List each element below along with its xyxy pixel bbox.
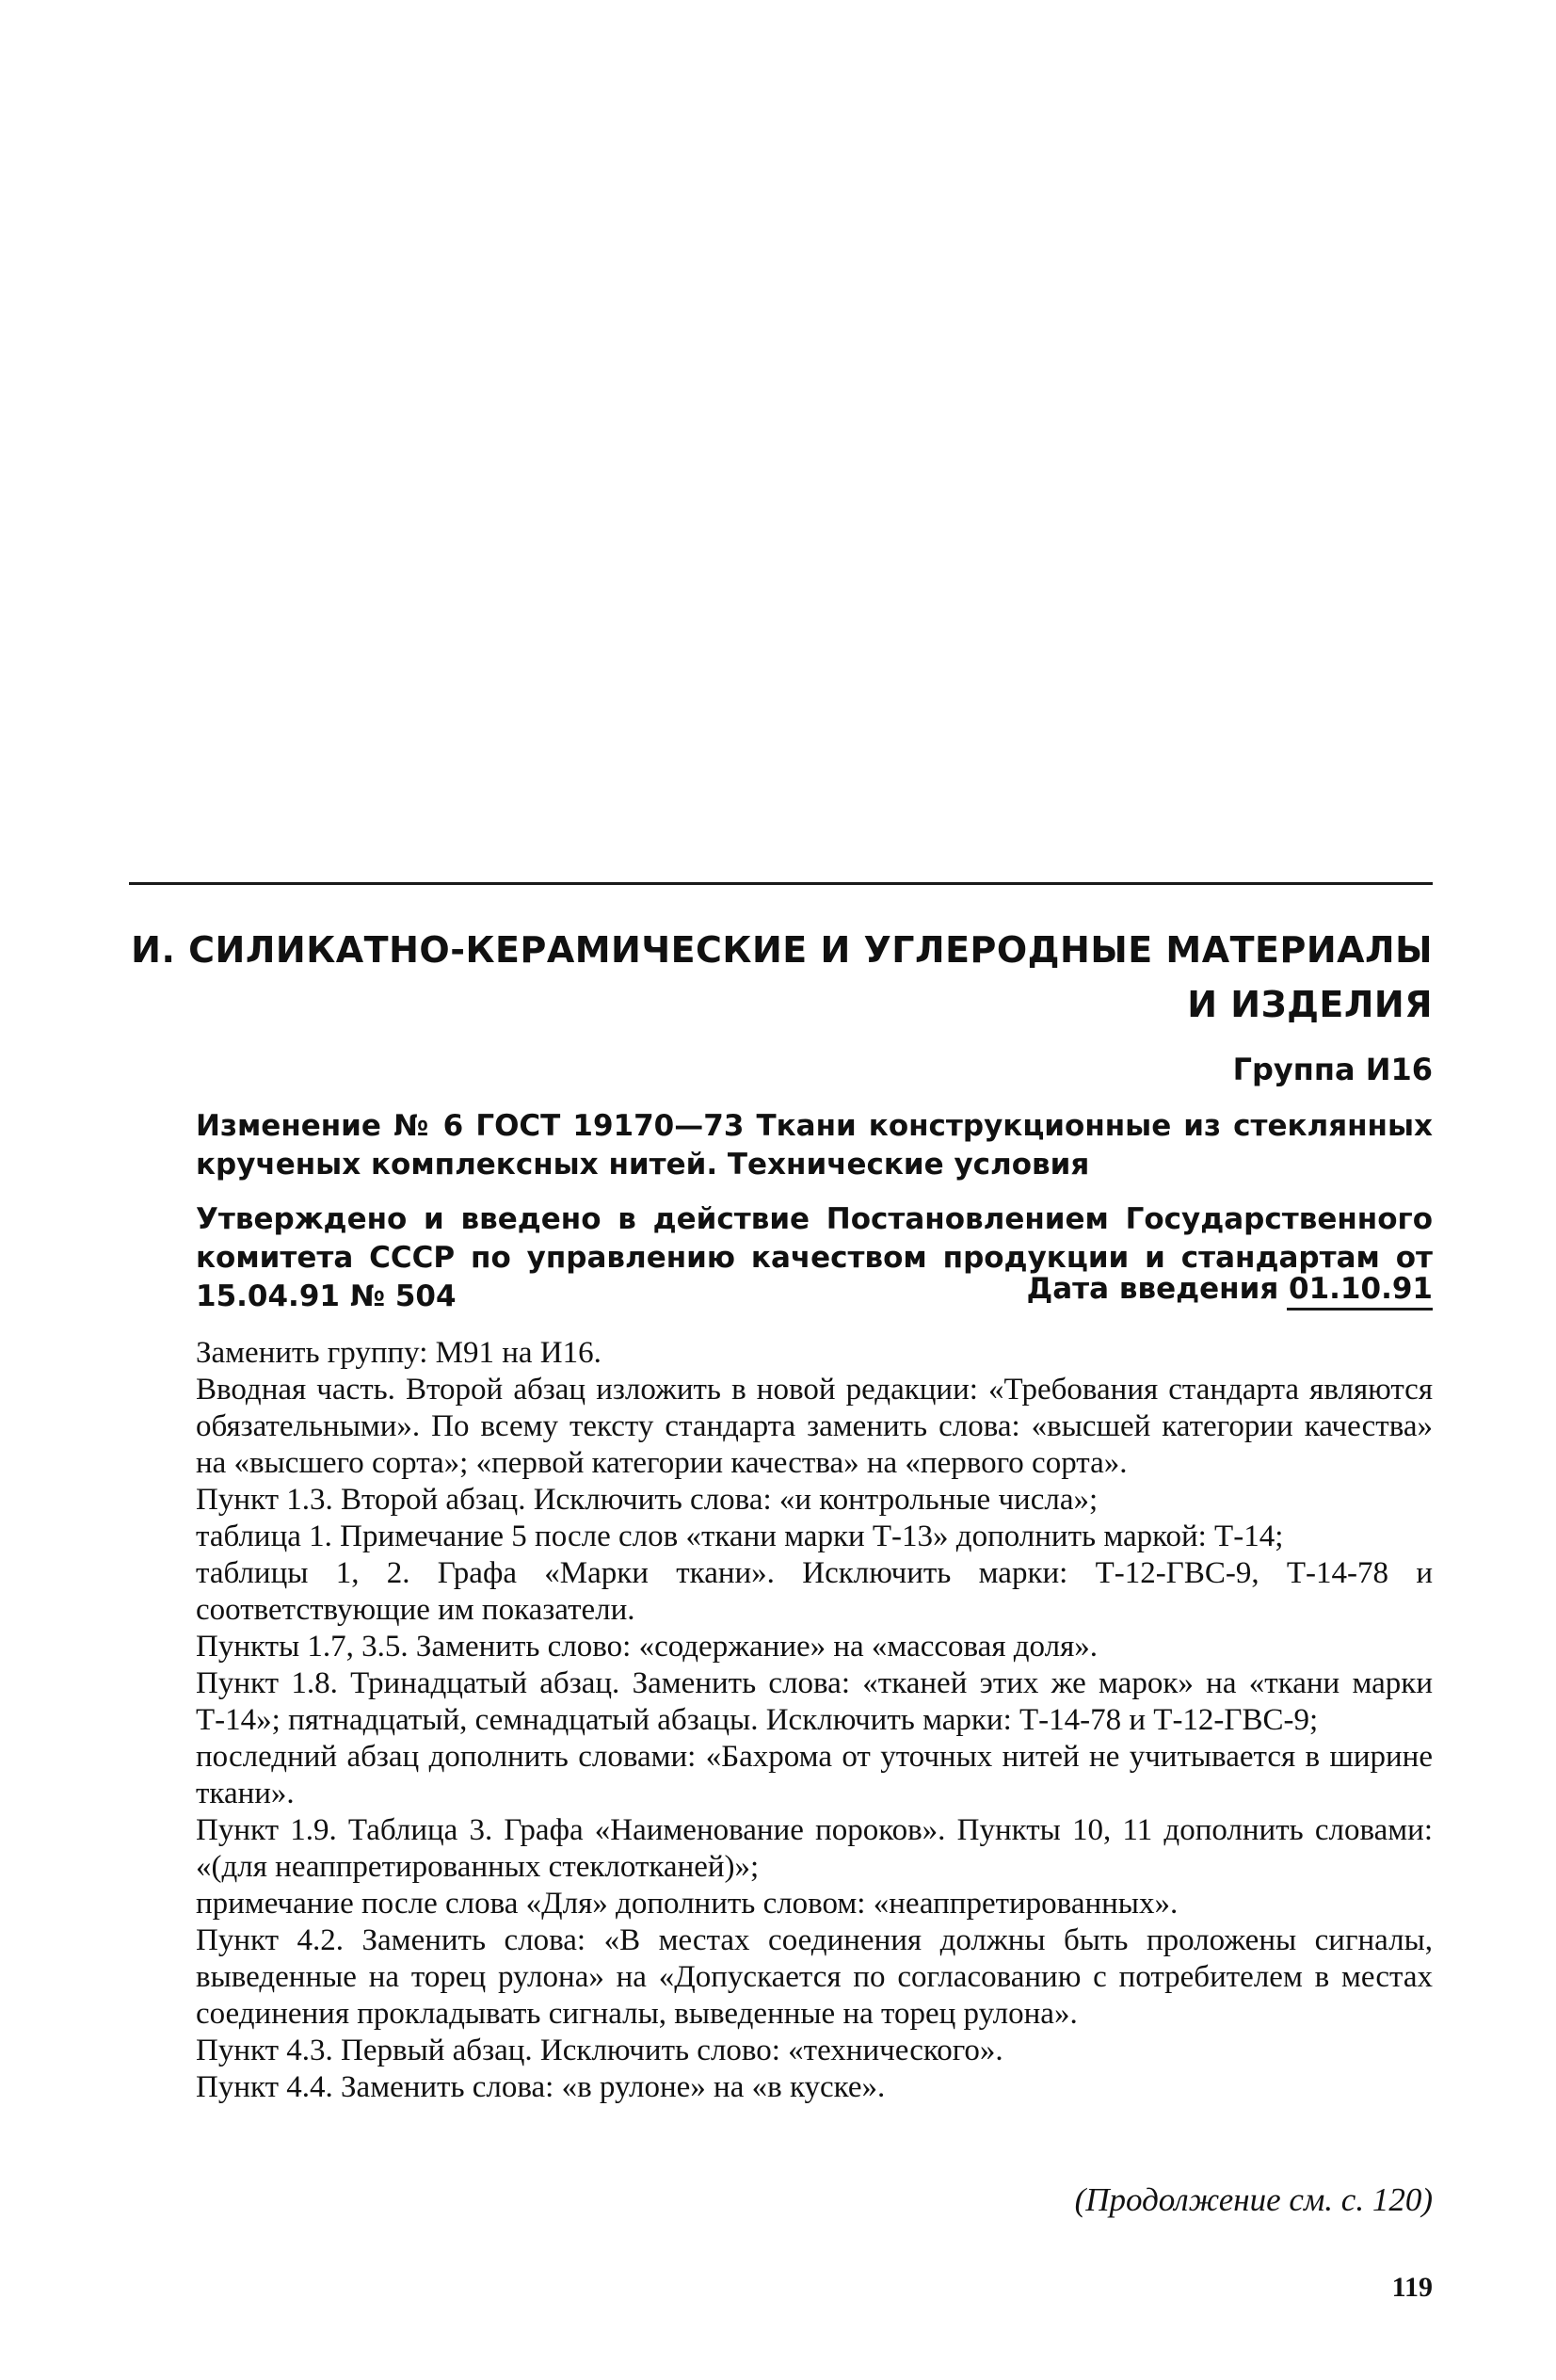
paragraph: Пункт 1.8. Тринадцатый абзац. Заменить слова: «тканей этих же марок» на «ткани марки Т-14»; пятнадцатый, семнадцатый абзацы. Исключить марки: Т-14-78 и Т-12-ГВС-9;: [196, 1666, 1433, 1737]
paragraph: Пункт 4.2. Заменить слова: «В местах соединения должны быть проложены сигналы, выведенные на торец рулона» на «Допускается по согласованию с потребителем в местах соединения прокладывать сигналы, выведенные на торец рулона».: [196, 1923, 1433, 2031]
paragraph: Пункт 4.3. Первый абзац. Исключить слово: «технического».: [196, 2034, 1003, 2067]
section-title: [129, 923, 1433, 1032]
paragraph: Пункт 4.4. Заменить слова: «в рулоне» на «в куске».: [196, 2070, 886, 2104]
top-rule: [129, 882, 1433, 885]
group-code: Группа И16: [1232, 1052, 1433, 1087]
change-body: [196, 1335, 1433, 2106]
paragraph: последний абзац дополнить словами: «Бахрома от уточных нитей не учитывается в ширине ткани».: [196, 1740, 1433, 1810]
section-title-line-1: И. СИЛИКАТНО-КЕРАМИЧЕСКИЕ И УГЛЕРОДНЫЕ МАТЕРИАЛЫ: [131, 929, 1433, 971]
paragraph: Заменить группу: М91 на И16.: [196, 1336, 602, 1370]
paragraph: примечание после слова «Для» дополнить словом: «неаппретированных».: [196, 1887, 1179, 1921]
paragraph: таблицы 1, 2. Графа «Марки ткани». Исключить марки: Т-12-ГВС-9, Т-14-78 и соответствующие им показатели.: [196, 1556, 1433, 1627]
date-underline: [1287, 1308, 1433, 1311]
change-title: Изменение № 6 ГОСТ 19170—73 Ткани конструкционные из стеклянных крученых комплексных нитей. Технические условия: [196, 1109, 1433, 1182]
paragraph: Пункты 1.7, 3.5. Заменить слово: «содержание» на «массовая доля».: [196, 1630, 1098, 1664]
introduction-date: Дата введения 01.10.91: [1026, 1272, 1433, 1306]
paragraph: Вводная часть. Второй абзац изложить в новой редакции: «Требования стандарта являются обязательными». По всему тексту стандарта заменить слова: «высшей категории качества» на «высшего сорта»; «первой категории качества» на «первого сорта».: [196, 1373, 1433, 1480]
continuation-note: (Продолжение см. с. 120): [1074, 2181, 1433, 2218]
page-number: 119: [1391, 2272, 1433, 2303]
paragraph: Пункт 1.9. Таблица 3. Графа «Наименование пороков». Пункты 10, 11 дополнить словами: «(для неаппретированных стеклотканей)»;: [196, 1813, 1433, 1884]
approval-statement: Утверждено и введено в действие Постановлением Государственного комитета СССР по управлению качеством продукции и стандартам от 15.04.91 № 504: [196, 1202, 1433, 1313]
paragraph: Пункт 1.3. Второй абзац. Исключить слова: «и контрольные числа»;: [196, 1483, 1099, 1517]
section-title-line-2: И ИЗДЕЛИЯ: [1187, 984, 1433, 1025]
paragraph: таблица 1. Примечание 5 после слов «ткани марки Т-13» дополнить маркой: Т-14;: [196, 1520, 1284, 1553]
